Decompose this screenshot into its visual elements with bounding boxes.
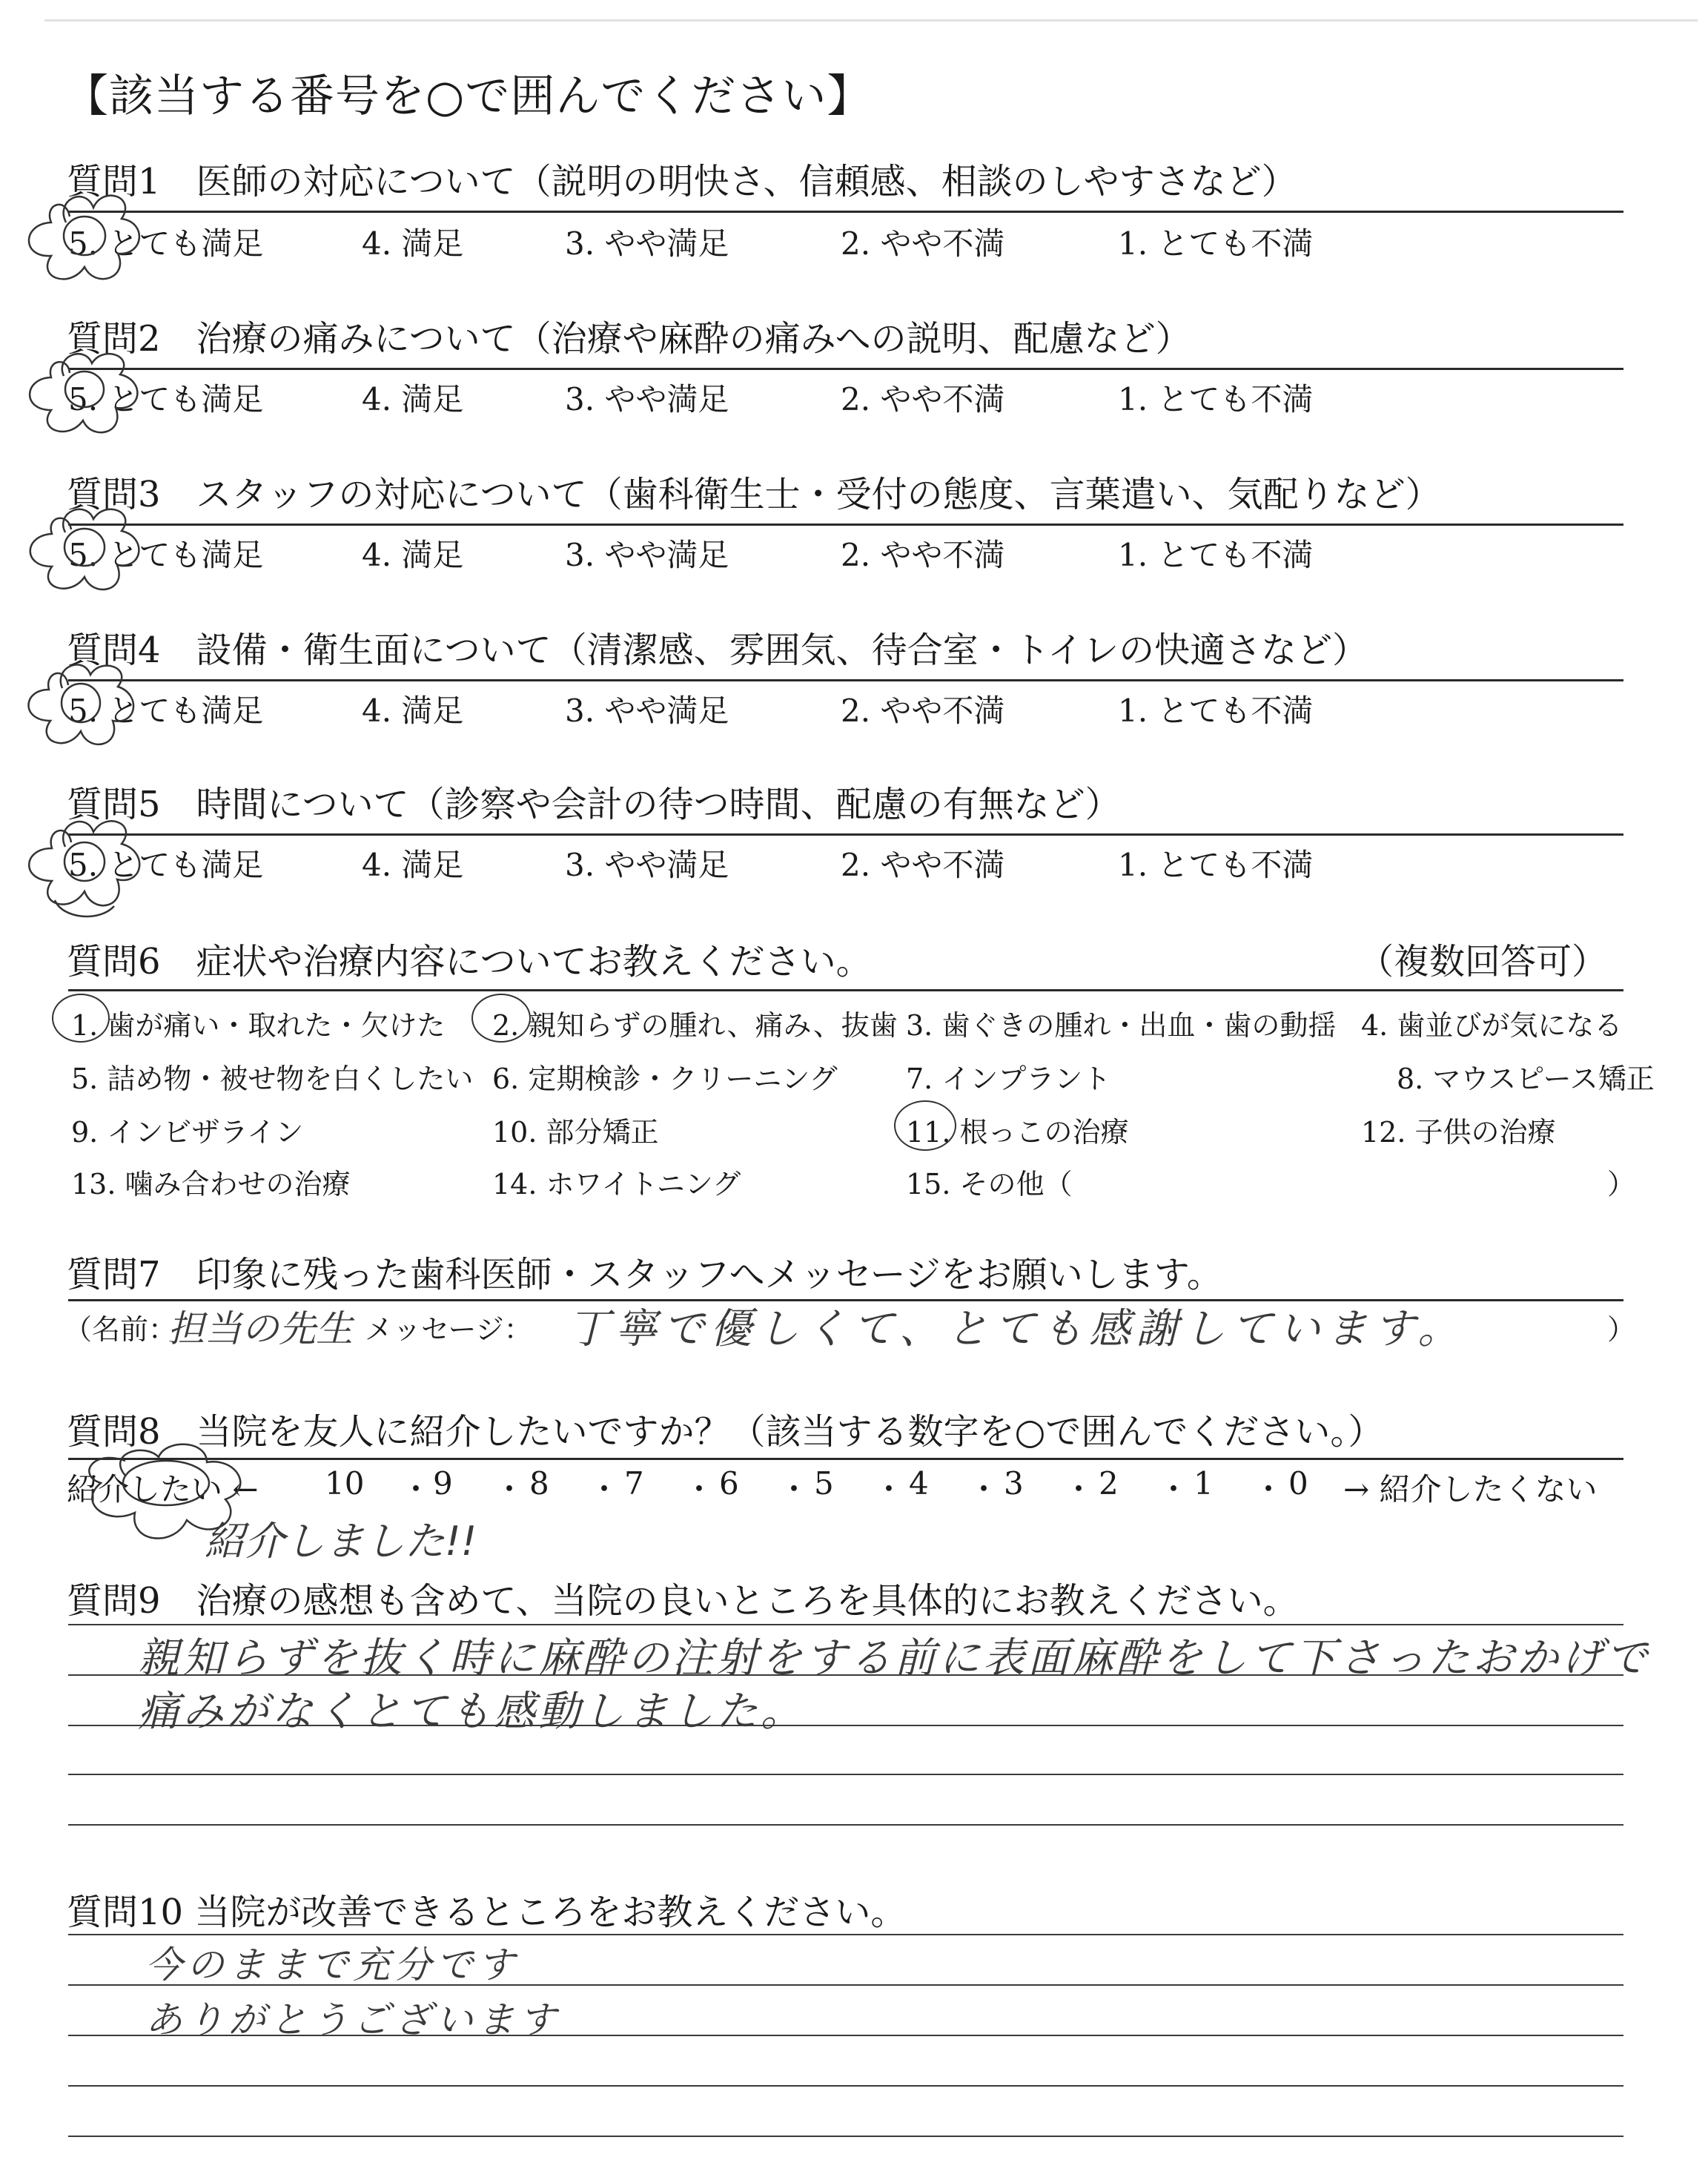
q8-number-1[interactable]: 1 xyxy=(1194,1465,1214,1502)
q6-note: （複数回答可） xyxy=(1358,941,1608,982)
q8-handwritten-note: 紹介しました!! xyxy=(205,1518,477,1565)
q8-number-3[interactable]: 3 xyxy=(1004,1465,1024,1502)
q8-dot: ・ xyxy=(400,1471,432,1507)
q6-option-1[interactable]: 1. 歯が痛い・取れた・欠けた xyxy=(71,1009,446,1042)
q2-option-5[interactable]: 5. とても満足 xyxy=(68,381,264,417)
q8-dot: ・ xyxy=(1253,1471,1285,1507)
q3-selected-flower-circle xyxy=(10,483,151,610)
q2-option-1[interactable]: 1. とても不満 xyxy=(1118,381,1314,417)
q5-label: 質問5 時間について（診察や会計の待つ時間、配慮の有無など） xyxy=(67,784,1121,825)
q5-selected-flower-circle xyxy=(10,789,151,930)
q3-option-3[interactable]: 3. やや満足 xyxy=(565,537,729,573)
q9-answer-line-1: 親知らずを抜く時に麻酔の注射をする前に表面麻酔をして下さったおかげで xyxy=(138,1634,1650,1682)
q6-option-8[interactable]: 8. マウスピース矯正 xyxy=(1397,1063,1655,1095)
q1-option-2[interactable]: 2. やや不満 xyxy=(841,225,1005,262)
q6-option-2-selected-circle xyxy=(471,994,531,1043)
q2-option-2[interactable]: 2. やや不満 xyxy=(841,381,1005,417)
q8-scale-right: → 紹介したくない xyxy=(1343,1471,1598,1507)
q6-option-4[interactable]: 4. 歯並びが気になる xyxy=(1361,1009,1623,1042)
q4-option-4[interactable]: 4. 満足 xyxy=(362,693,464,729)
q2-rule xyxy=(68,368,1623,370)
q8-dot: ・ xyxy=(494,1471,526,1507)
q6-rule xyxy=(68,989,1623,991)
q5-option-2[interactable]: 2. やや不満 xyxy=(841,847,1005,883)
q6-option-13[interactable]: 13. 噛み合わせの治療 xyxy=(71,1168,351,1200)
q6-option-11-selected-circle xyxy=(894,1100,956,1151)
q10-answer-line-2: ありがとうございます xyxy=(145,1998,560,2041)
q5-option-5[interactable]: 5. とても満足 xyxy=(68,847,264,883)
q7-message-value: 丁寧で優しくて、とても感謝しています。 xyxy=(568,1305,1466,1353)
q8-dot: ・ xyxy=(873,1471,905,1507)
q8-dot: ・ xyxy=(778,1471,810,1507)
q4-selected-flower-circle xyxy=(10,636,144,762)
q8-number-10[interactable]: 10 xyxy=(325,1465,365,1502)
q3-option-5[interactable]: 5. とても満足 xyxy=(68,537,264,573)
q6-option-9[interactable]: 9. インビザライン xyxy=(71,1116,304,1149)
q9-line xyxy=(68,1774,1623,1775)
q6-label: 質問6 症状や治療内容についてお教えください。 xyxy=(67,941,872,982)
q6-option-2[interactable]: 2. 親知らずの腫れ、痛み、抜歯 xyxy=(492,1009,898,1042)
q8-number-8[interactable]: 8 xyxy=(529,1465,549,1502)
q4-rule xyxy=(68,679,1623,681)
q1-rule xyxy=(68,211,1623,213)
q4-option-2[interactable]: 2. やや不満 xyxy=(841,693,1005,729)
q9-answer-line-2: 痛みがなくとても感動しました。 xyxy=(138,1688,805,1736)
q6-option-15-close: ） xyxy=(1607,1168,1636,1200)
q4-option-1[interactable]: 1. とても不満 xyxy=(1118,693,1314,729)
q6-option-15[interactable]: 15. その他（ xyxy=(906,1168,1073,1200)
q2-selected-flower-circle xyxy=(10,330,151,449)
q6-option-14[interactable]: 14. ホワイトニング xyxy=(492,1168,741,1200)
q3-label: 質問3 スタッフの対応について（歯科衛生士・受付の態度、言葉遣い、気配りなど） xyxy=(67,474,1441,515)
q8-number-5[interactable]: 5 xyxy=(814,1465,834,1502)
q8-rule xyxy=(68,1458,1623,1460)
q5-option-1[interactable]: 1. とても不満 xyxy=(1118,847,1314,883)
q8-number-9[interactable]: 9 xyxy=(433,1465,453,1502)
q6-option-6[interactable]: 6. 定期検診・クリーニング xyxy=(492,1063,838,1095)
q4-option-3[interactable]: 3. やや満足 xyxy=(565,693,729,729)
q8-scale-left: 紹介したい ← xyxy=(67,1471,259,1507)
q8-number-4[interactable]: 4 xyxy=(909,1465,929,1502)
q10-line xyxy=(68,2085,1623,2087)
q7-close-paren: ） xyxy=(1607,1313,1636,1346)
q6-option-7[interactable]: 7. インプラント xyxy=(906,1063,1111,1095)
q10-line xyxy=(68,2136,1623,2137)
q9-label: 質問9 治療の感想も含めて、当院の良いところを具体的にお教えください。 xyxy=(67,1580,1299,1622)
q4-label: 質問4 設備・衛生面について（清潔感、雰囲気、待合室・トイレの快適さなど） xyxy=(67,630,1368,671)
q3-option-2[interactable]: 2. やや不満 xyxy=(841,537,1005,573)
q6-option-12[interactable]: 12. 子供の治療 xyxy=(1361,1116,1556,1149)
q10-answer-line-1: 今のままで充分です xyxy=(145,1943,519,1986)
q8-number-7[interactable]: 7 xyxy=(624,1465,644,1502)
q1-label: 質問1 医師の対応について（説明の明快さ、信頼感、相談のしやすさなど） xyxy=(67,161,1297,202)
q7-label: 質問7 印象に残った歯科医師・スタッフへメッセージをお願いします。 xyxy=(67,1254,1222,1295)
q8-dot: ・ xyxy=(683,1471,715,1507)
q6-option-10[interactable]: 10. 部分矯正 xyxy=(492,1116,659,1149)
q2-option-3[interactable]: 3. やや満足 xyxy=(565,381,729,417)
q1-option-3[interactable]: 3. やや満足 xyxy=(565,225,729,262)
q6-option-11[interactable]: 11. 根っこの治療 xyxy=(906,1116,1129,1149)
q6-option-3[interactable]: 3. 歯ぐきの腫れ・出血・歯の動揺 xyxy=(906,1009,1337,1042)
q8-dot: ・ xyxy=(968,1471,1000,1507)
q5-option-3[interactable]: 3. やや満足 xyxy=(565,847,729,883)
q7-message-label: メッセージ： xyxy=(365,1313,532,1346)
q3-option-1[interactable]: 1. とても不満 xyxy=(1118,537,1314,573)
q4-option-5[interactable]: 5. とても満足 xyxy=(68,693,264,729)
q8-label: 質問8 当院を友人に紹介したいですか？（該当する数字を○で囲んでください。） xyxy=(67,1411,1384,1453)
q1-option-5[interactable]: 5. とても満足 xyxy=(68,225,264,262)
q3-option-4[interactable]: 4. 満足 xyxy=(362,537,464,573)
q8-number-6[interactable]: 6 xyxy=(719,1465,739,1502)
q5-rule xyxy=(68,833,1623,836)
q8-number-2[interactable]: 2 xyxy=(1099,1465,1119,1502)
q10-label: 質問10 当院が改善できるところをお教えください。 xyxy=(67,1892,907,1933)
q2-label: 質問2 治療の痛みについて（治療や麻酔の痛みへの説明、配慮など） xyxy=(67,318,1191,360)
q6-option-1-selected-circle xyxy=(52,994,110,1043)
q1-selected-flower-circle xyxy=(10,171,151,297)
q8-dot: ・ xyxy=(1158,1471,1190,1507)
page-header: 【該当する番号を○で囲んでください】 xyxy=(64,70,873,122)
q1-option-4[interactable]: 4. 満足 xyxy=(362,225,464,262)
q8-dot: ・ xyxy=(1063,1471,1095,1507)
q5-option-4[interactable]: 4. 満足 xyxy=(362,847,464,883)
q6-option-5[interactable]: 5. 詰め物・被せ物を白くしたい xyxy=(71,1063,474,1095)
q8-dot: ・ xyxy=(589,1471,620,1507)
q7-name-value: 担当の先生 xyxy=(168,1307,353,1350)
q7-name-label: （名前： xyxy=(64,1313,177,1346)
top-edge-line xyxy=(44,19,1698,22)
q3-rule xyxy=(68,524,1623,526)
q8-number-0[interactable]: 0 xyxy=(1288,1465,1308,1502)
q1-option-1[interactable]: 1. とても不満 xyxy=(1118,225,1314,262)
q9-line xyxy=(68,1824,1623,1826)
q2-option-4[interactable]: 4. 満足 xyxy=(362,381,464,417)
